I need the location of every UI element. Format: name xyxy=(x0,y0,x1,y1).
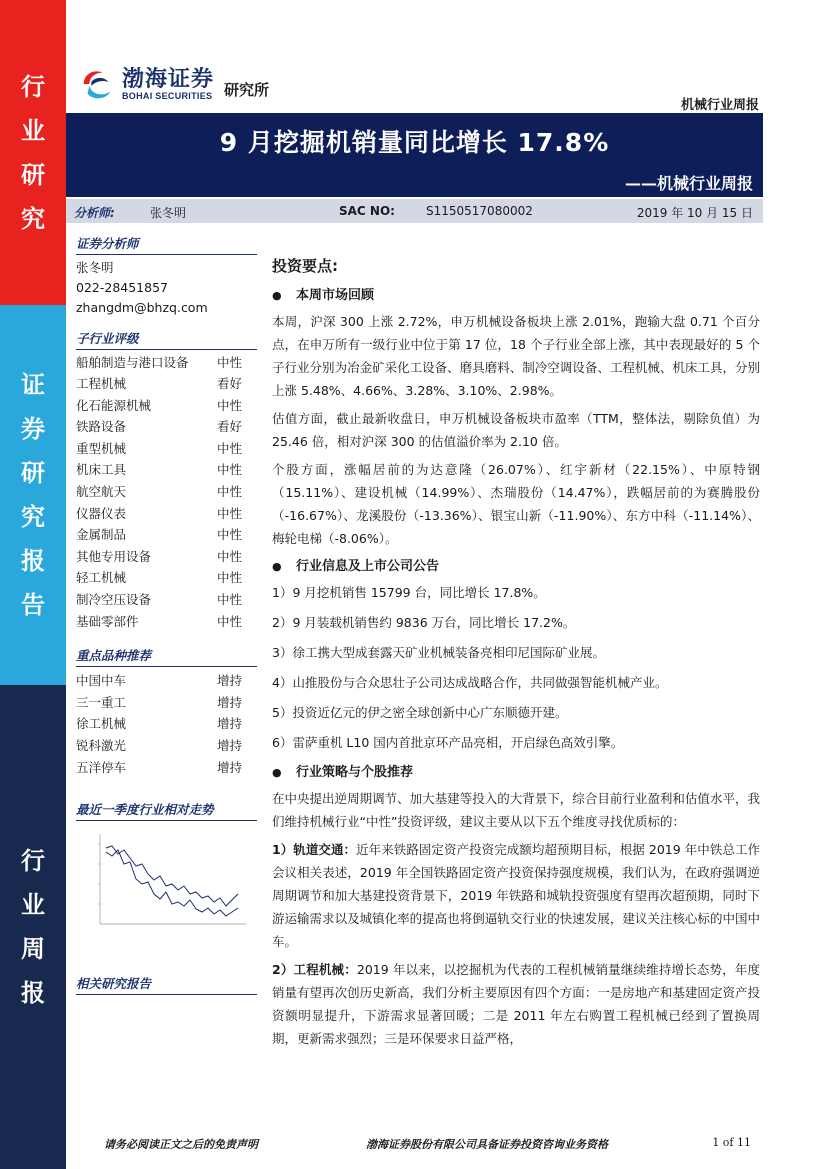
main-content xyxy=(272,255,760,1055)
rating-industry: 机床工具 xyxy=(76,462,127,478)
rating-industry: 制冷空压设备 xyxy=(76,591,152,607)
news-item: 6）雷萨重机 L10 国内首批京环产品亮相，开启绿色高效引擎。 xyxy=(272,735,624,750)
rating-value: 中性 xyxy=(217,505,243,521)
ratings-section-heading: 子行业评级 xyxy=(76,329,257,350)
pick-rating: 增持 xyxy=(217,737,243,753)
side-band-char: 研 xyxy=(21,458,45,487)
rating-row xyxy=(76,611,257,633)
analyst-email[interactable]: zhangdm@bhzq.com xyxy=(76,300,208,315)
pick-row xyxy=(76,713,257,735)
pick-rating: 增持 xyxy=(217,694,243,710)
valuation-paragraph: 估值方面，截止最新收盘日，申万机械设备板块市盈率（TTM，整体法，剔除负值）为 25.46 倍，相对沪深 300 的估值溢价率为 2.10 倍。 xyxy=(272,411,760,449)
news-item: 3）徐工携大型成套露天矿业机械装备亮相印尼国际矿业展。 xyxy=(272,645,605,660)
bohai-logo-icon xyxy=(78,65,116,103)
side-band-char: 证 xyxy=(21,370,45,399)
side-band-middle xyxy=(0,305,66,685)
investment-highlights-heading: 投资要点: xyxy=(272,257,338,275)
brand-institute: 研究所 xyxy=(224,80,270,99)
strategy-point xyxy=(272,958,760,1050)
sidebar xyxy=(76,234,257,778)
analyst-name: 张冬明 xyxy=(150,206,187,220)
rating-value: 中性 xyxy=(217,548,243,564)
rating-value: 中性 xyxy=(217,591,243,607)
rating-row xyxy=(76,395,257,417)
pick-row xyxy=(76,757,257,779)
pick-rating: 增持 xyxy=(217,716,243,732)
strategy-point-text: 近年来铁路固定资产投资完成额均超预期目标，根据 2019 年中铁总工作会议相关表述，2019 年全国铁路固定资产投资保持强度规模，我们认为，在政府强调逆周期调节和加大基建投资背景下，2019 年铁路和城轨投资强度有望再次超预期，同时下游运输需求以及城镇化率的提高也将倒逼轨交行业的快速发展，建议关注核心标的中国中车。 xyxy=(272,842,761,949)
rating-industry: 航空航天 xyxy=(76,483,127,499)
chart-section-heading: 最近一季度行业相对走势 xyxy=(76,800,257,821)
side-band-char: 告 xyxy=(21,590,45,619)
rating-value: 看好 xyxy=(217,419,243,435)
rating-row xyxy=(76,438,257,460)
strategy-paragraph: 在中央提出逆周期调节、加大基建等投入的大背景下，综合目前行业盈利和估值水平，我们维持机械行业“中性”投资评级，建议主要从以下五个维度寻找优质标的： xyxy=(272,791,760,829)
side-band-top xyxy=(0,0,66,305)
strategy-point xyxy=(272,838,760,953)
rating-industry: 化石能源机械 xyxy=(76,397,152,413)
rating-industry: 船舶制造与港口设备 xyxy=(76,355,189,370)
report-type: 机械行业周报 xyxy=(680,98,759,113)
page-number: 1 of 11 xyxy=(712,1136,751,1149)
relative-trend-chart xyxy=(76,824,257,942)
pick-row xyxy=(76,735,257,757)
rating-industry: 仪器仪表 xyxy=(76,505,127,521)
analyst-section-heading: 证券分析师 xyxy=(76,234,257,255)
page-title: 9 月挖掘机销量同比增长 17.8% xyxy=(219,128,610,157)
rating-row xyxy=(76,416,257,438)
pick-row xyxy=(76,692,257,714)
rating-value: 中性 xyxy=(217,440,243,456)
rating-row xyxy=(76,589,257,611)
rating-industry: 其他专用设备 xyxy=(76,548,152,564)
relative-trend-section xyxy=(76,800,257,946)
rating-industry: 重型机械 xyxy=(76,440,127,456)
rating-value: 中性 xyxy=(217,462,243,478)
rating-industry: 基础零部件 xyxy=(76,613,139,629)
side-band-char: 券 xyxy=(21,414,45,443)
sac-label: SAC NO: xyxy=(339,204,395,218)
rating-row xyxy=(76,353,257,373)
brand-name-en: BOHAI SECURITIES xyxy=(122,90,213,101)
rating-row xyxy=(76,567,257,589)
rating-value: 中性 xyxy=(217,527,243,543)
side-band-char: 研 xyxy=(21,159,45,189)
side-band-bottom xyxy=(0,685,66,1169)
side-band-char: 究 xyxy=(21,203,45,233)
news-item: 5）投资近亿元的伊之密全球创新中心广东顺德开建。 xyxy=(272,705,568,720)
picks-section-heading: 重点品种推荐 xyxy=(76,646,257,667)
rating-row xyxy=(76,481,257,503)
rating-row xyxy=(76,459,257,481)
side-band-char: 报 xyxy=(21,978,45,1007)
section-title-strategy: ● 行业策略与个股推荐 xyxy=(272,761,760,784)
footer-qualification: 渤海证券股份有限公司具备证券投资咨询业务资格 xyxy=(366,1138,608,1151)
pick-stock: 徐工机械 xyxy=(76,716,127,732)
trend-line-industry xyxy=(106,850,238,916)
rating-row xyxy=(76,546,257,568)
rating-value: 中性 xyxy=(217,570,243,586)
related-reports-section xyxy=(76,974,257,998)
news-item: 4）山推股份与合众思壮子公司达成战略合作，共同做强智能机械产业。 xyxy=(272,675,668,690)
title-block xyxy=(66,113,763,197)
analyst-bar xyxy=(66,199,763,223)
pick-rating: 增持 xyxy=(217,673,243,689)
rating-industry: 金属制品 xyxy=(76,527,127,543)
side-band-char: 周 xyxy=(21,934,45,963)
section-title-market-review: ● 本周市场回顾 xyxy=(272,284,760,307)
side-band-char: 行 xyxy=(21,846,45,875)
pick-rating: 增持 xyxy=(217,759,243,775)
pick-stock: 五洋停车 xyxy=(76,759,127,775)
side-band-char: 业 xyxy=(21,890,45,919)
brand-logo xyxy=(78,62,269,106)
analyst-contact-name: 张冬明 xyxy=(76,260,114,275)
analyst-label: 分析师: xyxy=(74,206,115,220)
rating-value: 中性 xyxy=(217,355,243,370)
side-band-char: 行 xyxy=(21,71,45,101)
side-band-char: 业 xyxy=(21,115,45,145)
news-item: 2）9 月装载机销售约 9836 万台，同比增长 17.2%。 xyxy=(272,615,576,630)
pick-row xyxy=(76,670,257,692)
page-subtitle: ——机械行业周报 xyxy=(624,174,753,193)
report-date: 2019 年 10 月 15 日 xyxy=(636,206,753,220)
rating-value: 中性 xyxy=(217,483,243,499)
related-section-heading: 相关研究报告 xyxy=(76,974,257,995)
news-item: 1）9 月挖机销售 15799 台，同比增长 17.8%。 xyxy=(272,585,546,600)
market-review-paragraph: 本周，沪深 300 上涨 2.72%，申万机械设备板块上涨 2.01%，跑输大盘 0.71 个百分点，在申万所有一级行业中位于第 17 位，18 个子行业全部上涨，其中表现最好的 5 个子行业分别为冶金矿采化工设备、磨具磨料、制冷空调设备、工程机械、机床工具，分别上涨 5.48%、4.66%、3.28%、3.10%、2.98%。 xyxy=(272,314,760,398)
rating-row xyxy=(76,503,257,525)
analyst-phone: 022-28451857 xyxy=(76,280,168,295)
pick-stock: 中国中车 xyxy=(76,673,127,689)
section-title-industry-news: ● 行业信息及上市公司公告 xyxy=(272,555,760,578)
rating-industry: 轻工机械 xyxy=(76,570,127,586)
sac-number: S1150517080002 xyxy=(426,204,533,218)
strategy-point-lead: 1）轨道交通： xyxy=(272,842,357,857)
strategy-point-text: 2019 年以来，以挖掘机为代表的工程机械销量继续维持增长态势，年度销量有望再次创历史新高，我们分析主要原因有四个方面：一是房地产和基建固定资产投资额明显提升，下游需求显著回暖；二是 2011 年左右购置工程机械已经到了置换周期，更新需求强烈；三是环保要求日益严格， xyxy=(272,962,760,1046)
trend-line-benchmark xyxy=(106,846,238,906)
footer-disclaimer[interactable]: 请务必阅读正文之后的免责声明 xyxy=(104,1138,258,1151)
stocks-paragraph: 个股方面，涨幅居前的为达意隆（26.07%）、红宇新材（22.15%）、中原特钢（15.11%）、建设机械（14.99%）、杰瑞股份（14.47%），跌幅居前的为赛腾股份（-16.67%）、龙溪股份（-13.36%）、银宝山新（-11.90%）、东方中科（-11.14%）、梅轮电梯（-8.06%）。 xyxy=(272,462,760,546)
rating-row xyxy=(76,373,257,395)
rating-row xyxy=(76,524,257,546)
rating-industry: 工程机械 xyxy=(76,376,127,391)
rating-industry: 铁路设备 xyxy=(76,419,127,435)
rating-value: 中性 xyxy=(217,397,243,413)
rating-value: 看好 xyxy=(217,376,243,391)
strategy-point-lead: 2）工程机械： xyxy=(272,962,357,977)
pick-stock: 锐科激光 xyxy=(76,737,127,753)
pick-stock: 三一重工 xyxy=(76,694,127,710)
side-band-char: 究 xyxy=(21,502,45,531)
rating-value: 中性 xyxy=(217,613,243,629)
brand-name-cn: 渤海证券 xyxy=(122,65,215,92)
side-band-char: 报 xyxy=(21,546,45,575)
